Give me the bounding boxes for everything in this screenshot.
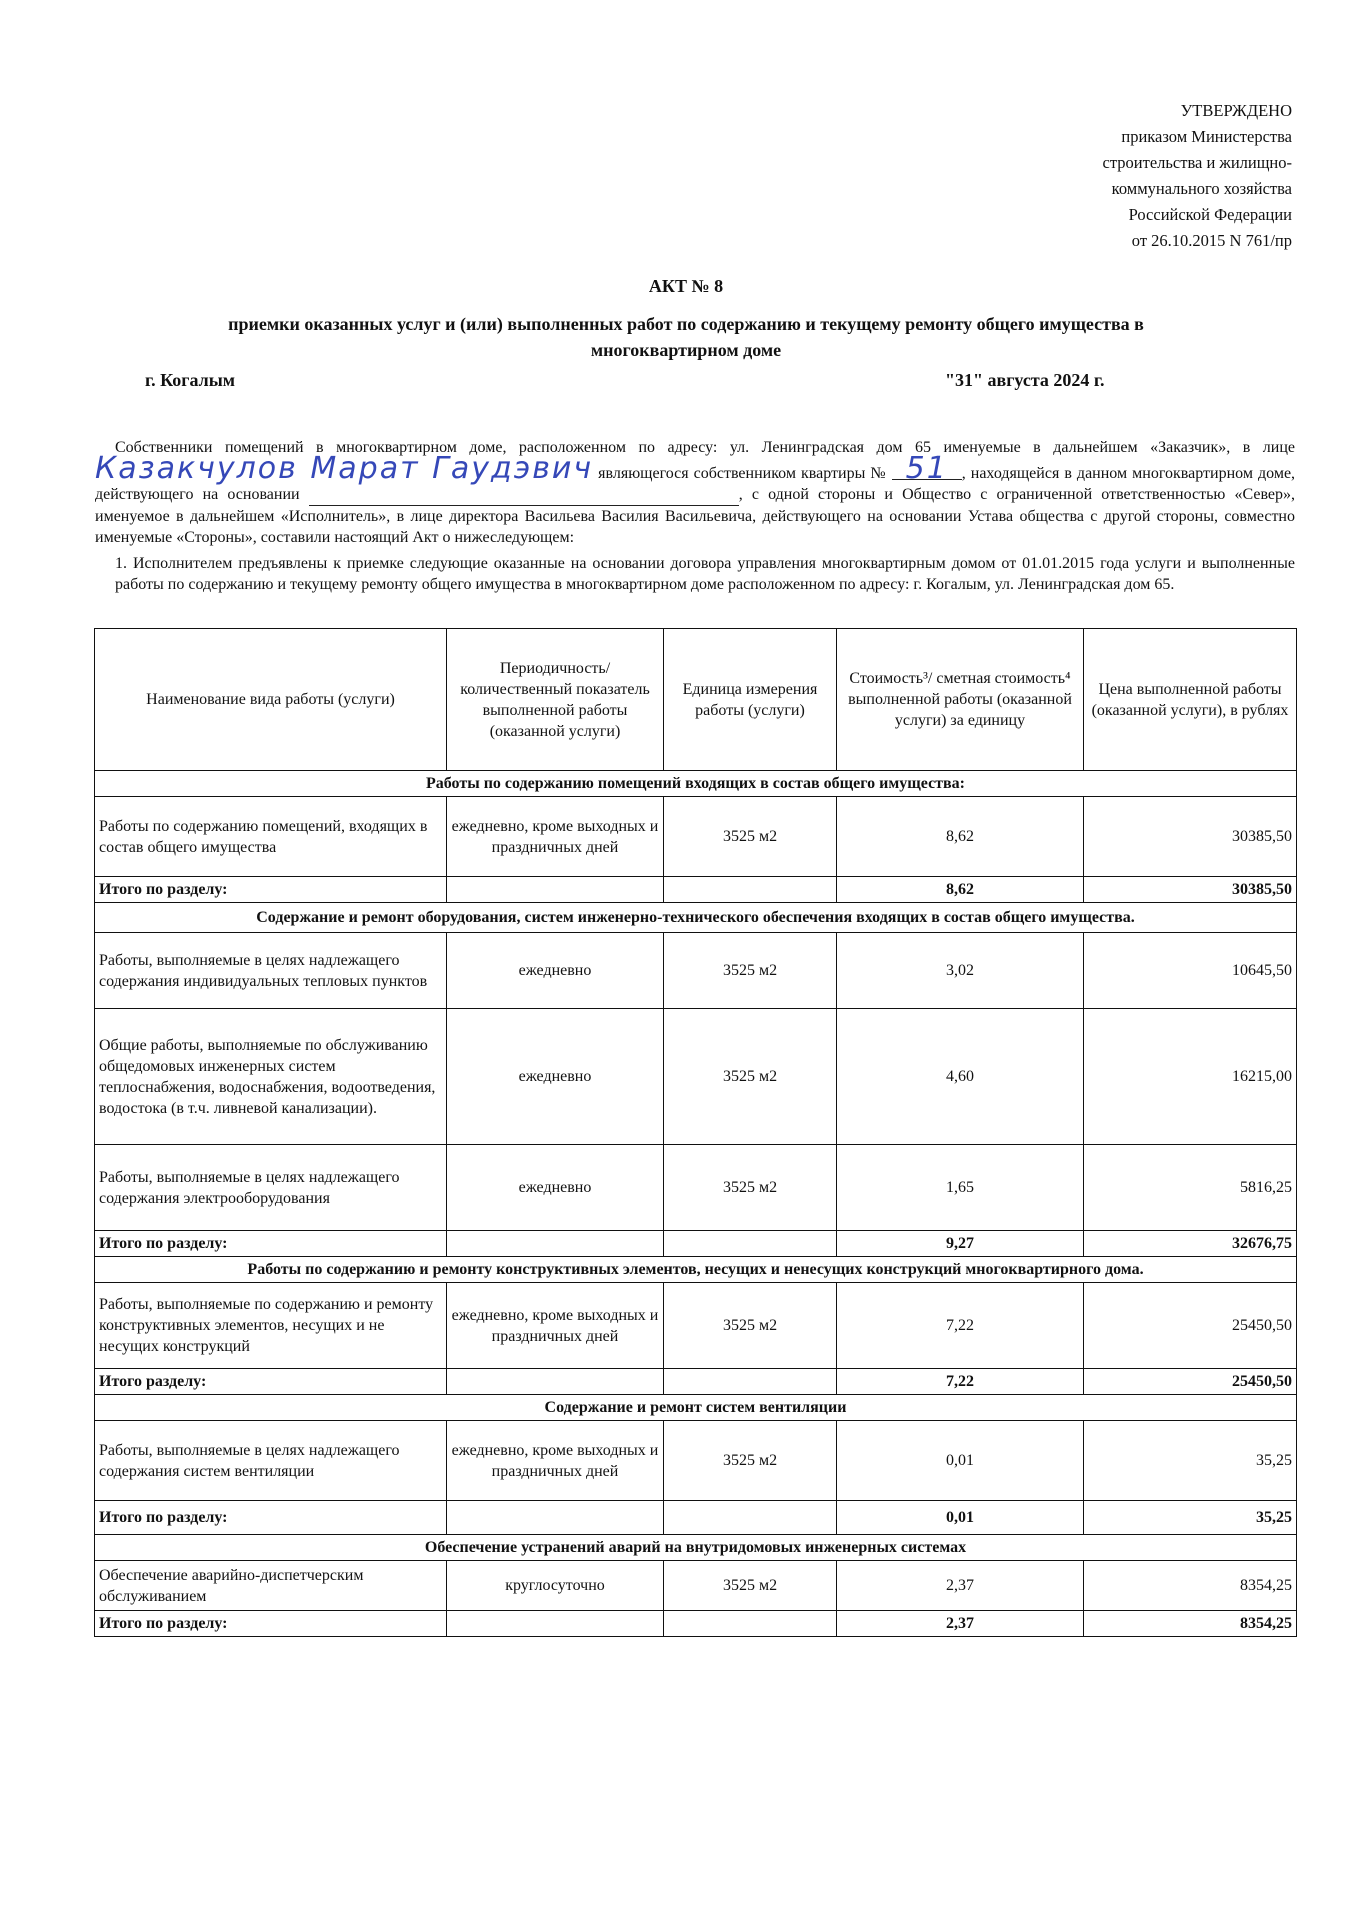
work-price: 30385,50: [1084, 797, 1297, 877]
total-row: [95, 877, 1297, 903]
total-price: 35,25: [1084, 1501, 1297, 1535]
work-price: 8354,25: [1084, 1561, 1297, 1611]
header-name: Наименование вида работы (услуги): [95, 629, 447, 771]
work-name: Общие работы, выполняемые по обслуживанию общедомовых инженерных систем теплоснабжения, водоснабжения, водоотведения, водостока (в т.ч. ливневой канализации).: [95, 1009, 447, 1145]
section-title: Содержание и ремонт оборудования, систем инженерно-технического обеспечения входящих в состав общего имущества.: [95, 903, 1297, 933]
work-unit: 3525 м2: [664, 1421, 837, 1501]
total-label: Итого по разделу:: [95, 877, 447, 903]
approval-line: Российской Федерации: [1128, 205, 1292, 224]
apartment-number-handwritten: 51: [892, 458, 962, 480]
work-cost: 3,02: [837, 933, 1084, 1009]
header-price: Цена выполненной работы (оказанной услуги), в рублях: [1084, 629, 1297, 771]
work-unit: 3525 м2: [664, 933, 837, 1009]
approval-line: от 26.10.2015 N 761/пр: [1131, 231, 1292, 250]
work-unit: 3525 м2: [664, 1561, 837, 1611]
work-cost: 1,65: [837, 1145, 1084, 1231]
total-row: [95, 1501, 1297, 1535]
work-price: 35,25: [1084, 1421, 1297, 1501]
act-city: г. Когалым: [145, 370, 236, 390]
total-label: Итого по разделу:: [95, 1231, 447, 1257]
work-cost: 8,62: [837, 797, 1084, 877]
total-price: 30385,50: [1084, 877, 1297, 903]
table-row: [95, 1561, 1297, 1611]
work-name: Работы, выполняемые в целях надлежащего содержания электрооборудования: [95, 1145, 447, 1231]
section-title: Работы по содержанию и ремонту конструктивных элементов, несущих и ненесущих конструкций многоквартирного дома.: [95, 1257, 1297, 1283]
owner-name-handwritten: Казакчулов Марат Гаудэвич: [95, 451, 594, 486]
work-price: 25450,50: [1084, 1283, 1297, 1369]
intro-text-1: Собственники помещений в многоквартирном доме, расположенном по адресу: ул. Ленинградская дом 65 именуемые в дальнейшем «Заказчик», в лице: [115, 439, 1295, 456]
section-row: [95, 771, 1297, 797]
work-period: ежедневно: [447, 1009, 664, 1145]
total-label: Итого по разделу:: [95, 1611, 447, 1637]
work-cost: 2,37: [837, 1561, 1084, 1611]
approval-line: приказом Министерства: [1121, 127, 1292, 146]
total-cost: 8,62: [837, 877, 1084, 903]
approval-stamp: [1032, 98, 1292, 254]
total-cost: 0,01: [837, 1501, 1084, 1535]
section-title: Обеспечение устранений аварий на внутридомовых инженерных системах: [95, 1535, 1297, 1561]
section-title: Содержание и ремонт систем вентиляции: [95, 1395, 1297, 1421]
work-unit: 3525 м2: [664, 1009, 837, 1145]
approval-line: строительства и жилищно-: [1102, 153, 1292, 172]
work-period: круглосуточно: [447, 1561, 664, 1611]
total-cost: 9,27: [837, 1231, 1084, 1257]
works-table: [94, 628, 1297, 1637]
work-price: 16215,00: [1084, 1009, 1297, 1145]
total-cost: 7,22: [837, 1369, 1084, 1395]
work-price: 5816,25: [1084, 1145, 1297, 1231]
work-cost: 0,01: [837, 1421, 1084, 1501]
header-periodicity: Периодичность/ количественный показатель выполненной работы (оказанной услуги): [447, 629, 664, 771]
approval-line: УТВЕРЖДЕНО: [1180, 101, 1292, 120]
section-row: [95, 1535, 1297, 1561]
work-unit: 3525 м2: [664, 1283, 837, 1369]
section-row: [95, 1395, 1297, 1421]
header-unit: Единица измерения работы (услуги): [664, 629, 837, 771]
total-cost: 2,37: [837, 1611, 1084, 1637]
work-unit: 3525 м2: [664, 797, 837, 877]
act-subtitle: приемки оказанных услуг и (или) выполненных работ по содержанию и текущему ремонту общего имущества в многоквартирном доме: [228, 314, 1144, 360]
work-name: Обеспечение аварийно-диспетчерским обслуживанием: [95, 1561, 447, 1611]
table-header-row: [95, 629, 1297, 771]
table-row: [95, 933, 1297, 1009]
intro-text-2: являющегося собственником квартиры №: [598, 465, 887, 482]
work-period: ежедневно: [447, 1145, 664, 1231]
work-period: ежедневно: [447, 933, 664, 1009]
work-period: ежедневно, кроме выходных и праздничных дней: [447, 1421, 664, 1501]
section-row: [95, 1257, 1297, 1283]
total-row: [95, 1611, 1297, 1637]
table-row: [95, 1283, 1297, 1369]
total-price: 32676,75: [1084, 1231, 1297, 1257]
work-name: Работы, выполняемые по содержанию и ремонту конструктивных элементов, несущих и не несущих конструкций: [95, 1283, 447, 1369]
intro-text-4: , с одной стороны и Общество с ограниченной ответственностью «Север», именуемое в дальнейшем «Исполнитель», в лице директора Васильева Василия Васильевича, действующего на основании Устава общества с другой стороны, совместно именуемые «Стороны», составили настоящий Акт о нижеследующем:: [95, 486, 1296, 546]
work-unit: 3525 м2: [664, 1145, 837, 1231]
total-row: [95, 1369, 1297, 1395]
total-price: 8354,25: [1084, 1611, 1297, 1637]
work-name: Работы, выполняемые в целях надлежащего содержания индивидуальных тепловых пунктов: [95, 933, 447, 1009]
work-cost: 4,60: [837, 1009, 1084, 1145]
work-price: 10645,50: [1084, 933, 1297, 1009]
act-date: "31" августа 2024 г.: [945, 370, 1105, 390]
clause-1: [95, 553, 1295, 595]
work-name: Работы по содержанию помещений, входящих в состав общего имущества: [95, 797, 447, 877]
table-row: [95, 1009, 1297, 1145]
work-period: ежедневно, кроме выходных и праздничных дней: [447, 797, 664, 877]
clause-1-text: 1. Исполнителем предъявлены к приемке следующие оказанные на основании договора управления многоквартирным домом от 01.01.2015 года услуги и выполненные работы по содержанию и текущему ремонту общего имущества в многоквартирном доме расположенном по адресу: г. Когалым, ул. Ленинградская дом 65.: [115, 555, 1295, 593]
total-label: Итого по разделу:: [95, 1501, 447, 1535]
header-cost: Стоимость³/ сметная стоимость⁴ выполненной работы (оказанной услуги) за единицу: [837, 629, 1084, 771]
intro-text-3: , находящейся в данном многоквартирном доме, действующего на основании: [95, 465, 1296, 503]
basis-blank-line: [309, 484, 739, 506]
total-label: Итого разделу:: [95, 1369, 447, 1395]
act-title: АКТ № 8: [648, 276, 724, 296]
table-row: [95, 797, 1297, 877]
total-price: 25450,50: [1084, 1369, 1297, 1395]
approval-line: коммунального хозяйства: [1111, 179, 1292, 198]
section-row: [95, 903, 1297, 933]
table-row: [95, 1421, 1297, 1501]
table-row: [95, 1145, 1297, 1231]
total-row: [95, 1231, 1297, 1257]
section-title: Работы по содержанию помещений входящих в состав общего имущества:: [95, 771, 1297, 797]
work-cost: 7,22: [837, 1283, 1084, 1369]
work-period: ежедневно, кроме выходных и праздничных дней: [447, 1283, 664, 1369]
work-name: Работы, выполняемые в целях надлежащего содержания систем вентиляции: [95, 1421, 447, 1501]
intro-paragraph: [95, 437, 1295, 548]
